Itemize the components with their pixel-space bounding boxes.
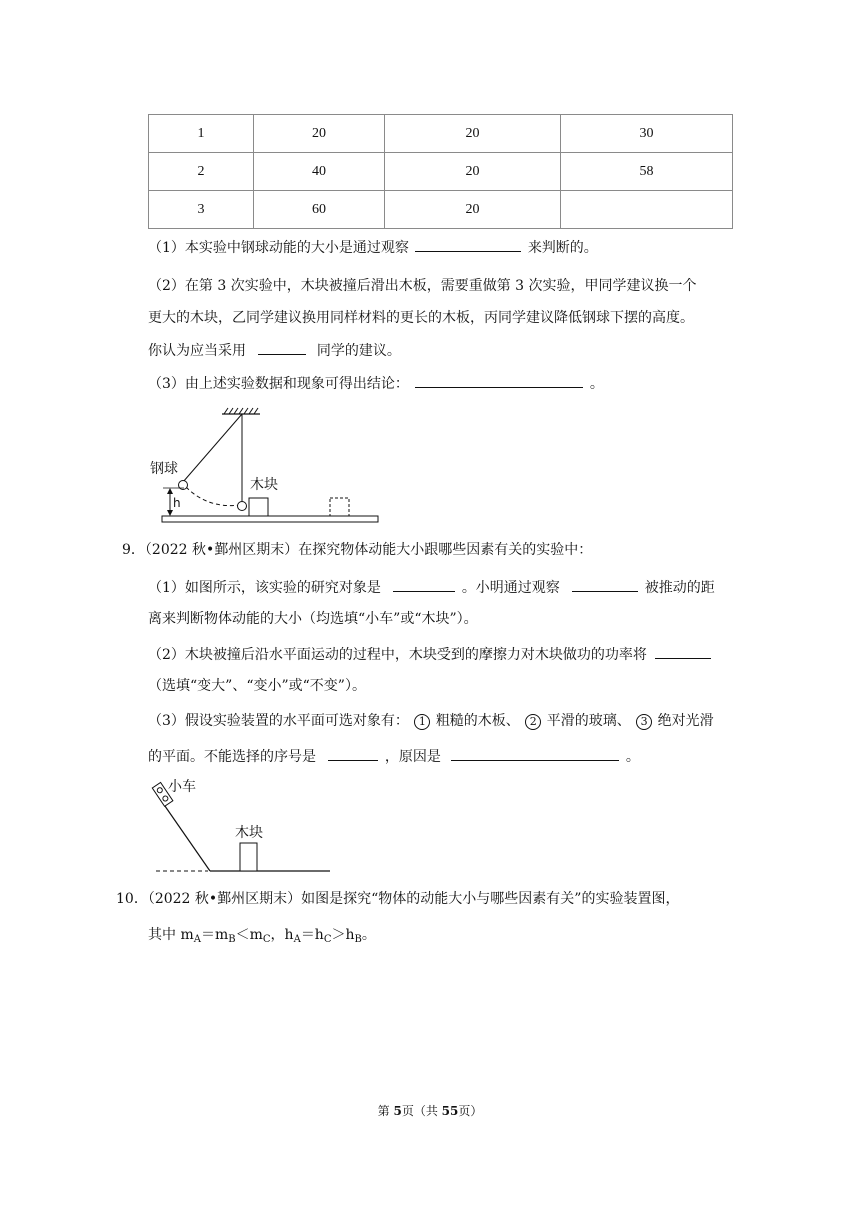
table-cell: 1	[149, 115, 254, 153]
q9-sub1-text-end: 被推动的距	[644, 580, 715, 596]
steel-ball-label: 钢球	[150, 461, 178, 477]
option-text: 平滑的玻璃、	[546, 713, 631, 729]
option-text: 粗糙的木板、	[435, 713, 520, 729]
table-cell: 3	[149, 191, 254, 229]
table-cell: 40	[254, 153, 385, 191]
answer-blank[interactable]	[393, 577, 455, 592]
table-cell: 20	[254, 115, 385, 153]
q9-sub2-line2: （选填“变大”、“变小”或“不变”）。	[148, 678, 366, 694]
option-text: 绝对光滑	[657, 713, 714, 729]
q9-sub1-line2: 离来判断物体动能的大小（均选填“小车”或“木块”）。	[148, 611, 478, 627]
table-cell	[561, 191, 733, 229]
q10-text: 其中 m	[148, 927, 194, 943]
block-label: 木块	[250, 477, 278, 493]
table-cell: 60	[254, 191, 385, 229]
subscript: A	[293, 934, 301, 945]
answer-blank[interactable]	[415, 373, 583, 388]
q9-sub3-text-mid: ，原因是	[384, 749, 441, 765]
results-table	[148, 114, 733, 229]
table-cell: 20	[385, 153, 561, 191]
q9-sub3-text-end: 。	[625, 749, 640, 765]
q8-sub1	[148, 237, 598, 258]
block-label: 木块	[235, 825, 263, 841]
subscript: A	[193, 934, 201, 945]
q10-text: ，h	[270, 927, 294, 943]
table-cell: 2	[149, 153, 254, 191]
q9-sub1-text: （1）如图所示，该实验的研究对象是	[148, 580, 381, 596]
footer-text: 页（共	[401, 1104, 442, 1118]
q8-sub3-text-end: 。	[589, 376, 604, 392]
cart-label: 小车	[168, 779, 196, 795]
subscript: B	[354, 934, 362, 945]
q9-sub3-text: （3）假设实验装置的水平面可选对象有：	[148, 713, 409, 729]
answer-blank[interactable]	[451, 746, 619, 761]
q10-text: ＝m	[200, 927, 229, 943]
subscript: C	[262, 934, 271, 945]
q9-sub1-text-mid: 。小明通过观察	[461, 580, 560, 596]
q9-sub2-text: （2）木块被撞后沿水平面运动的过程中，木块受到的摩擦力对木块做功的功率将	[148, 647, 647, 663]
q9-sub1-line1	[148, 577, 715, 598]
table-cell: 20	[385, 191, 561, 229]
q10-line1: 10．（2022 秋•鄞州区期末）如图是探究“物体的动能大小与哪些因素有关”的实验装置图，	[116, 891, 680, 907]
q10-text: ＝h	[300, 927, 324, 943]
q9-heading: 9．（2022 秋•鄞州区期末）在探究物体动能大小跟哪些因素有关的实验中：	[122, 542, 593, 558]
answer-blank[interactable]	[258, 340, 306, 355]
q8-sub1-text-end: 来判断的。	[527, 240, 598, 256]
answer-blank[interactable]	[655, 644, 711, 659]
q10-text: ＜m	[235, 927, 263, 943]
q9-sub3-line2	[148, 746, 640, 767]
table-row	[149, 153, 733, 191]
q10-text: ＞h	[331, 927, 355, 943]
table-row	[149, 115, 733, 153]
q9-sub2-line1	[148, 644, 711, 665]
q10-line2	[148, 925, 376, 950]
footer-text: 第	[377, 1104, 394, 1118]
q8-sub1-text: （1）本实验中钢球动能的大小是通过观察	[148, 240, 409, 256]
q8-sub3	[148, 373, 604, 394]
q8-sub2-text: 你认为应当采用	[148, 343, 246, 359]
q9-sub3-line1	[148, 711, 714, 731]
pendulum-figure	[148, 404, 388, 530]
q8-sub2-line3	[148, 340, 401, 361]
total-pages: 55	[441, 1104, 459, 1118]
footer-text: 页）	[458, 1104, 483, 1118]
subscript: B	[228, 934, 236, 945]
height-label: h	[173, 496, 181, 510]
table-cell: 30	[561, 115, 733, 153]
q8-sub2-line1: （2）在第 3 次实验中，木块被撞后滑出木板，需要重做第 3 次实验，甲同学建议换一个	[148, 278, 697, 294]
q9-sub3-text: 的平面。不能选择的序号是	[148, 749, 316, 765]
option-number: 3	[636, 714, 652, 730]
table-cell: 58	[561, 153, 733, 191]
table-cell: 20	[385, 115, 561, 153]
table-row	[149, 191, 733, 229]
answer-blank[interactable]	[328, 746, 378, 761]
q8-sub2-text-end: 同学的建议。	[316, 343, 401, 359]
subscript: C	[323, 934, 332, 945]
page-number: 5	[393, 1104, 402, 1118]
option-number: 1	[414, 714, 430, 730]
page-footer	[0, 1102, 860, 1119]
option-number: 2	[525, 714, 541, 730]
q8-sub3-text: （3）由上述实验数据和现象可得出结论：	[148, 376, 409, 392]
q10-text: 。	[361, 927, 376, 943]
answer-blank[interactable]	[415, 237, 521, 252]
answer-blank[interactable]	[572, 577, 638, 592]
q8-sub2-line2: 更大的木块，乙同学建议换用同样材料的更长的木板，丙同学建议降低钢球下摆的高度。	[148, 310, 694, 326]
